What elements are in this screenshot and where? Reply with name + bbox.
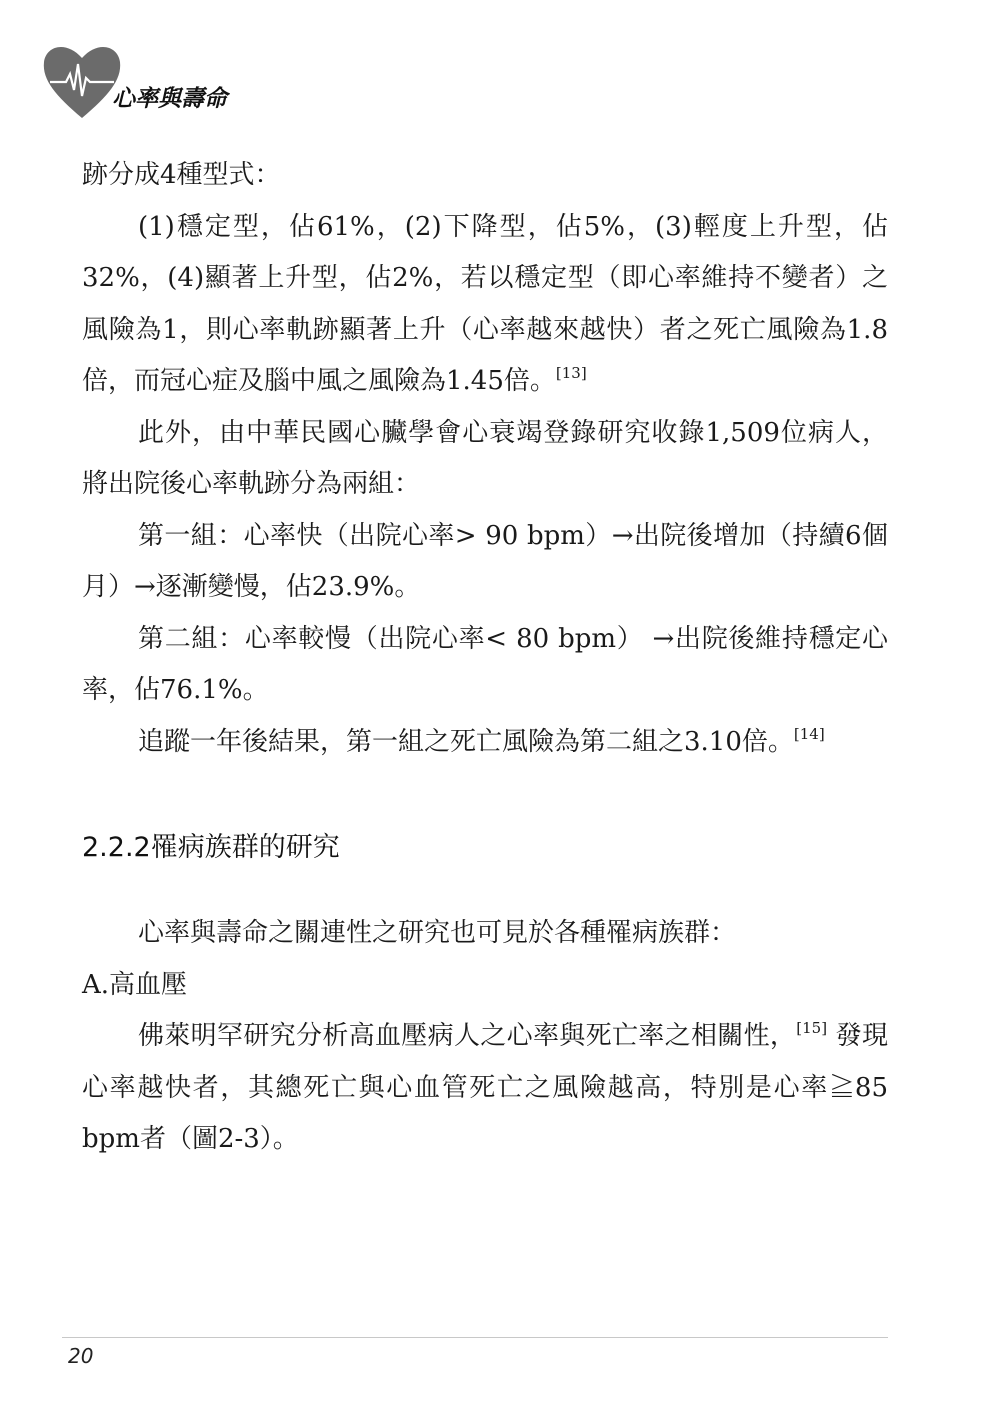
paragraph-intro: 心率與壽命之關連性之研究也可見於各種罹病族群：	[138, 918, 737, 948]
page-body	[82, 150, 888, 1166]
paragraph-text: 追蹤一年後結果，第一組之死亡風險為第二組之3.10倍。	[138, 726, 794, 757]
footer-divider	[62, 1337, 888, 1338]
page-number: 20	[68, 1344, 94, 1368]
paragraph-group-two: 第二組：心率較慢（出院心率< 80 bpm） →出院後維持穩定心率，佔76.1%。	[82, 623, 888, 705]
paragraph-followup	[82, 717, 888, 769]
section-heading: 2.2.2罹病族群的研究	[82, 832, 340, 863]
paragraph-trajectory-types	[82, 202, 888, 408]
paragraph-text: 發現心率越快者，其總死亡與心血管死亡之風險越高，特別是心率≧85 bpm者（圖2-3）。	[82, 1021, 888, 1154]
paragraph-text: 佛萊明罕研究分析高血壓病人之心率與死亡率之相關性，	[138, 1021, 797, 1051]
logo-title: 心率與壽命	[112, 86, 227, 112]
paragraph-group-one: 第一組：心率快（出院心率> 90 bpm）→出院後增加（持續6個月）→逐漸變慢，佔23.9%。	[82, 520, 888, 602]
paragraph-registry: 此外，由中華民國心臟學會心衰竭登錄研究收錄1,509位病人，將出院後心率軌跡分為兩組：	[82, 417, 888, 499]
header-logo	[42, 40, 252, 122]
citation-ref: [13]	[555, 364, 587, 382]
heart-icon	[42, 40, 122, 122]
paragraph-hypertension	[82, 1011, 888, 1166]
subsection-heading: A.高血壓	[82, 969, 188, 1000]
citation-ref: [15]	[796, 1019, 828, 1037]
citation-ref: [14]	[793, 724, 825, 743]
paragraph-text: (1)穩定型，佔61%，(2)下降型，佔5%，(3)輕度上升型，佔32%，(4)顯著上升型，佔2%，若以穩定型（即心率維持不變者）之風險為1，則心率軌跡顯著上升（心率越來越快）者之死亡風險為1.8倍，而冠心症及腦中風之風險為1.45倍。	[82, 211, 888, 396]
paragraph-continued: 跡分成4種型式：	[82, 160, 281, 190]
